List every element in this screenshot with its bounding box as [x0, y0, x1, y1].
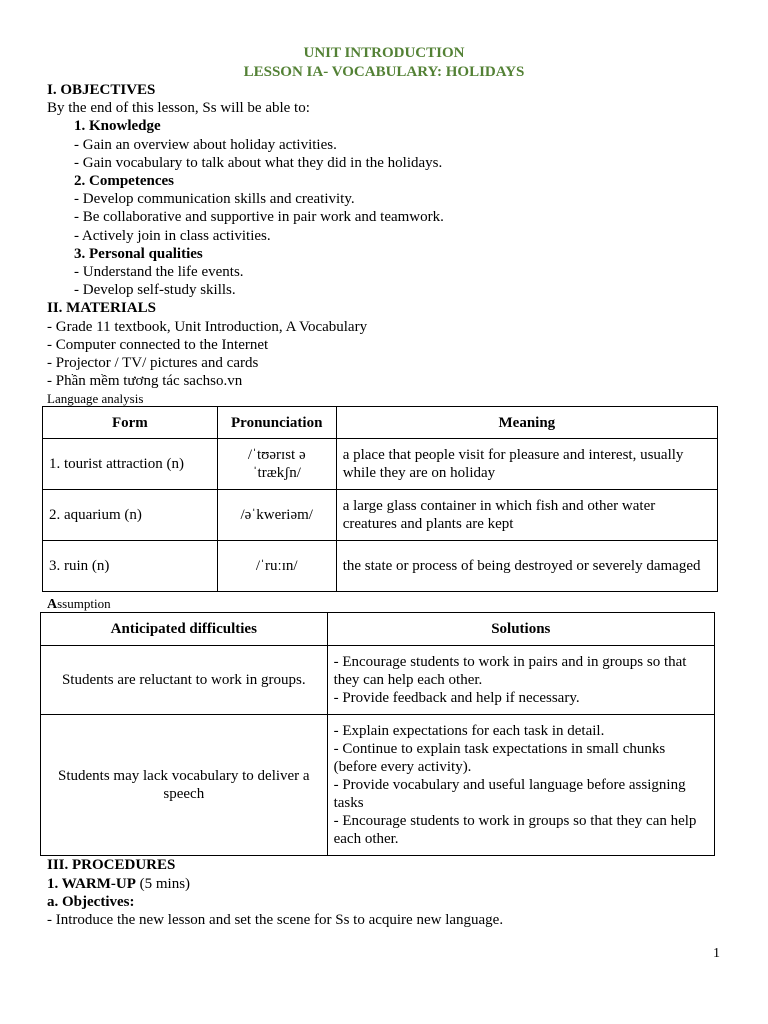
material-item: - Grade 11 textbook, Unit Introduction, A Vocabulary: [47, 319, 368, 335]
difficulty-cell: Students are reluctant to work in groups.: [41, 646, 328, 715]
solution-item: - Explain expectations for each task in detail.: [333, 723, 605, 739]
competences-heading: 2. Competences: [74, 173, 174, 189]
meaning-cell: a place that people visit for pleasure and interest, usually while they are on holiday: [336, 439, 717, 490]
language-analysis-table: [42, 406, 718, 592]
procedures-heading: III. PROCEDURES: [47, 857, 176, 873]
assumption-table: [40, 612, 715, 856]
material-item: - Projector / TV/ pictures and cards: [47, 355, 259, 371]
material-item: - Computer connected to the Internet: [47, 337, 269, 353]
column-header-difficulties: Anticipated difficulties: [41, 613, 328, 646]
warmup-objective-item: - Introduce the new lesson and set the scene for Ss to acquire new language.: [47, 912, 504, 928]
solution-item: - Encourage students to work in pairs and in groups so that they can help each other.: [333, 654, 687, 688]
column-header-pronunciation: Pronunciation: [217, 407, 336, 439]
knowledge-item: - Gain vocabulary to talk about what they did in the holidays.: [74, 155, 443, 171]
warmup-objectives-heading: a. Objectives:: [47, 894, 135, 910]
table-row: [43, 439, 718, 490]
material-item: - Phần mềm tương tác sachso.vn: [47, 373, 243, 389]
solution-item: - Provide vocabulary and useful language before assigning tasks: [333, 777, 686, 811]
solutions-cell: [327, 715, 714, 856]
assumption-caption: Assumption: [47, 596, 111, 612]
lesson-title: LESSON IA- VOCABULARY: HOLIDAYS: [243, 64, 525, 80]
quality-item: - Understand the life events.: [74, 264, 244, 280]
solution-item: - Provide feedback and help if necessary.: [333, 690, 580, 706]
table-header-row: [43, 407, 718, 439]
page-number: 1: [713, 946, 720, 961]
difficulty-cell: Students may lack vocabulary to deliver a speech: [41, 715, 328, 856]
column-header-solutions: Solutions: [327, 613, 714, 646]
meaning-cell: a large glass container in which fish and other water creatures and plants are kept: [336, 490, 717, 541]
materials-heading: II. MATERIALS: [47, 300, 156, 316]
table-row: [41, 715, 715, 856]
quality-item: - Develop self-study skills.: [74, 282, 236, 298]
meaning-cell: the state or process of being destroyed or severely damaged: [336, 541, 717, 592]
column-header-meaning: Meaning: [336, 407, 717, 439]
qualities-heading: 3. Personal qualities: [74, 246, 203, 262]
form-cell: 2. aquarium (n): [43, 490, 218, 541]
knowledge-heading: 1. Knowledge: [74, 118, 161, 134]
objectives-intro: By the end of this lesson, Ss will be able to:: [47, 100, 310, 116]
solution-item: - Encourage students to work in groups so that they can help each other.: [333, 813, 697, 847]
knowledge-item: - Gain an overview about holiday activities.: [74, 137, 337, 153]
table-row: [43, 541, 718, 592]
warmup-line: 1. WARM-UP (5 mins): [47, 876, 191, 892]
table-row: [43, 490, 718, 541]
solution-item: - Continue to explain task expectations in small chunks (before every activity).: [333, 741, 666, 775]
table-header-row: [41, 613, 715, 646]
competence-item: - Be collaborative and supportive in pair work and teamwork.: [74, 209, 444, 225]
pronunciation-cell: /ˈruːɪn/: [217, 541, 336, 592]
table-row: [41, 646, 715, 715]
form-cell: 1. tourist attraction (n): [43, 439, 218, 490]
solutions-cell: [327, 646, 714, 715]
unit-title: UNIT INTRODUCTION: [303, 45, 465, 61]
pronunciation-cell: /əˈkweriəm/: [217, 490, 336, 541]
form-cell: 3. ruin (n): [43, 541, 218, 592]
competence-item: - Actively join in class activities.: [74, 228, 271, 244]
pronunciation-cell: /ˈtʊərɪst ə ˈtrækʃn/: [217, 439, 336, 490]
language-analysis-caption: Language analysis: [47, 391, 144, 406]
competence-item: - Develop communication skills and creativity.: [74, 191, 355, 207]
column-header-form: Form: [43, 407, 218, 439]
objectives-heading: I. OBJECTIVES: [47, 82, 156, 98]
